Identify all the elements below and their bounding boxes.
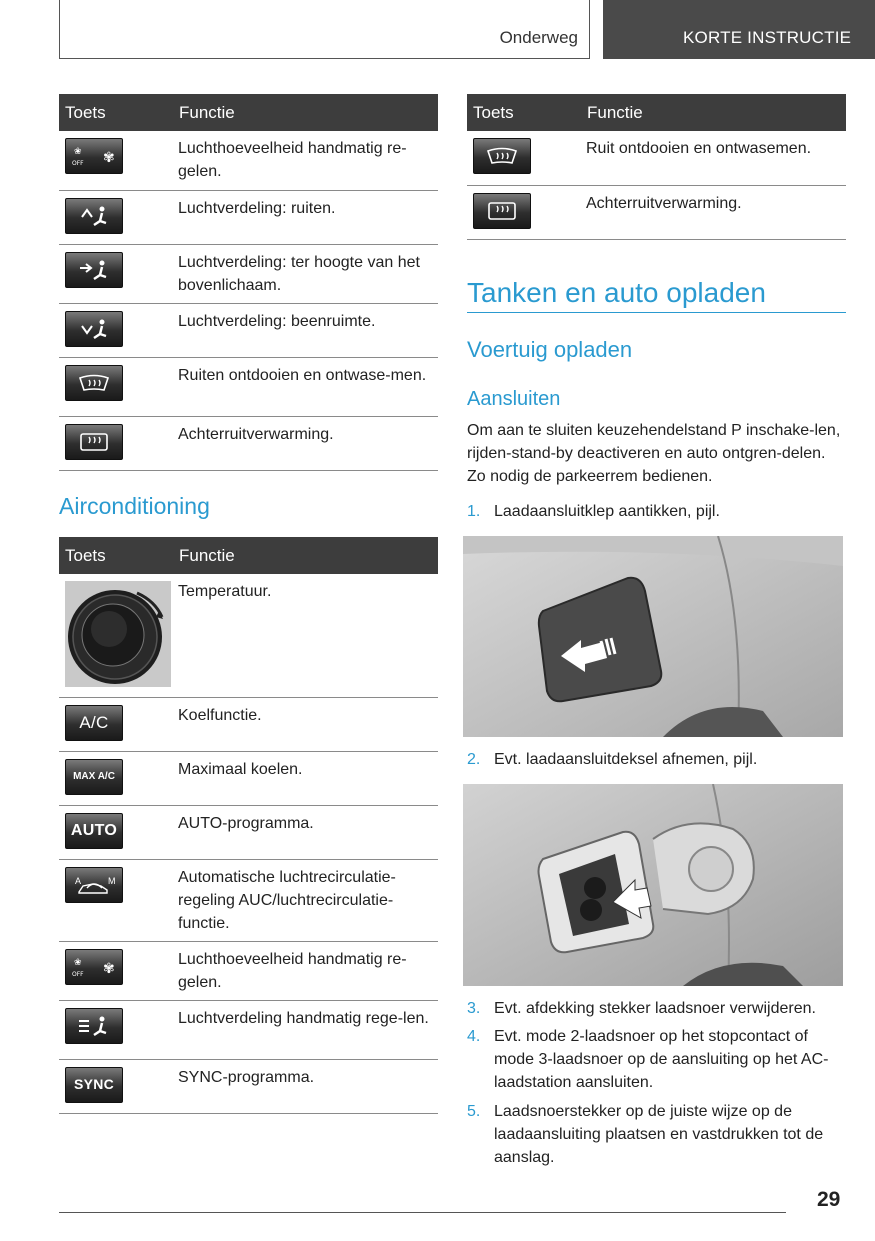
function-text: Luchthoeveelheid handmatig re-gelen.	[172, 941, 438, 1000]
ac-button: A/C	[65, 705, 123, 741]
air-distribution-upper-body-icon	[65, 252, 123, 288]
column-header-key: Toets	[59, 537, 172, 574]
controls-table-1	[59, 94, 438, 471]
charging-socket-photo	[463, 784, 843, 986]
step-item	[467, 748, 847, 771]
function-text: Temperatuur.	[172, 574, 438, 697]
step-number: 5.	[467, 1103, 481, 1120]
table-row	[59, 1000, 438, 1059]
table-row	[59, 941, 438, 1000]
fan-off-button-icon	[65, 949, 123, 985]
controls-table-2	[467, 94, 846, 240]
step-item	[467, 997, 847, 1020]
header-section-box	[59, 0, 590, 59]
function-text: Koelfunctie.	[172, 697, 438, 751]
windshield-defrost-icon	[473, 138, 531, 174]
aircon-controls-table	[59, 537, 438, 1114]
header-section-title: Onderweg	[499, 28, 578, 47]
table-row	[467, 131, 846, 185]
svg-text:OFF: OFF	[72, 160, 84, 167]
svg-text:OFF: OFF	[72, 970, 84, 978]
air-distribution-footwell-icon	[65, 311, 123, 347]
column-header-key: Toets	[59, 94, 172, 131]
table-row	[59, 805, 438, 859]
svg-text:✾: ✾	[103, 150, 115, 166]
recirculation-label-a: A	[75, 875, 82, 886]
charging-intro: Om aan te sluiten keuzehendelstand P inschake-len, rijden-stand-by deactiveren en auto ontgren-delen. Zo nodig de parkeerrem bedienen.	[467, 422, 841, 485]
charging-flap-photo	[463, 536, 843, 737]
table-row	[59, 131, 438, 190]
table-row	[59, 244, 438, 303]
step-number: 4.	[467, 1028, 481, 1045]
air-distribution-windows-icon	[65, 198, 123, 234]
air-distribution-manual-icon	[65, 1008, 123, 1044]
function-text: AUTO-programma.	[172, 805, 438, 859]
function-text: Automatische luchtrecirculatie-regeling AUC/luchtrecirculatie-functie.	[172, 859, 438, 941]
function-text: Achterruitverwarming.	[580, 185, 846, 239]
function-text: Luchtverdeling: beenruimte.	[172, 303, 438, 357]
step-text: Evt. afdekking stekker laadsnoer verwijderen.	[494, 1000, 816, 1017]
table-row	[59, 859, 438, 941]
step-text: Laadsnoerstekker op de juiste wijze op de laadaansluiting plaatsen en vastdrukken tot de aanslag.	[494, 1103, 824, 1166]
windshield-defrost-icon	[65, 365, 123, 401]
footer-rule	[59, 1212, 786, 1213]
column-header-function: Functie	[580, 94, 846, 131]
step-text: Laadaansluitklep aantikken, pijl.	[494, 503, 720, 520]
connect-heading: Aansluiten	[467, 388, 561, 410]
fan-off-button-icon	[65, 138, 123, 174]
function-text: Luchtverdeling handmatig rege-len.	[172, 1000, 438, 1059]
table-row	[59, 697, 438, 751]
function-text: Luchtverdeling: ter hoogte van het bovenlichaam.	[172, 244, 438, 303]
max-ac-button: MAX A/C	[65, 759, 123, 795]
function-text: Ruiten ontdooien en ontwase-men.	[172, 357, 438, 416]
sync-button: SYNC	[65, 1067, 123, 1103]
auto-button: AUTO	[65, 813, 123, 849]
rear-window-defrost-icon	[473, 193, 531, 229]
header-chapter-title: KORTE INSTRUCTIE	[683, 28, 852, 47]
step-text: Evt. mode 2-laadsnoer op het stopcontact of mode 3-laadsnoer op de aansluiting op het AC-laadstation aansluiten.	[494, 1028, 829, 1091]
recirculation-icon	[65, 867, 123, 903]
step-item	[467, 1100, 847, 1169]
airconditioning-heading: Airconditioning	[59, 493, 210, 519]
table-row	[59, 357, 438, 416]
header-chapter-box	[603, 0, 875, 59]
svg-text:❀: ❀	[74, 147, 82, 157]
table-row	[59, 303, 438, 357]
table-row	[59, 190, 438, 244]
column-header-function: Functie	[172, 537, 438, 574]
rear-window-defrost-icon	[65, 424, 123, 460]
charging-title-rule	[467, 312, 846, 313]
step-item	[467, 500, 847, 523]
step-number: 3.	[467, 1000, 481, 1017]
step-item	[467, 1025, 847, 1094]
step-number: 2.	[467, 751, 481, 768]
svg-text:❀: ❀	[74, 957, 82, 968]
temperature-knob-icon	[65, 581, 171, 687]
charging-title: Tanken en auto opladen	[467, 277, 766, 308]
function-text: Luchthoeveelheid handmatig re-gelen.	[172, 131, 438, 190]
table-row	[59, 1059, 438, 1113]
function-text: Maximaal koelen.	[172, 751, 438, 805]
column-header-function: Functie	[172, 94, 438, 131]
function-text: Luchtverdeling: ruiten.	[172, 190, 438, 244]
svg-text:✾: ✾	[103, 960, 115, 977]
page-number: 29	[817, 1188, 841, 1211]
function-text: SYNC-programma.	[172, 1059, 438, 1113]
column-header-key: Toets	[467, 94, 580, 131]
table-row	[59, 416, 438, 470]
vehicle-charging-subtitle: Voertuig opladen	[467, 337, 633, 362]
recirculation-label-m: M	[108, 875, 116, 886]
table-row	[467, 185, 846, 239]
step-text: Evt. laadaansluitdeksel afnemen, pijl.	[494, 751, 758, 768]
table-row	[59, 574, 438, 697]
function-text: Ruit ontdooien en ontwasemen.	[580, 131, 846, 185]
step-number: 1.	[467, 503, 481, 520]
table-row	[59, 751, 438, 805]
function-text: Achterruitverwarming.	[172, 416, 438, 470]
